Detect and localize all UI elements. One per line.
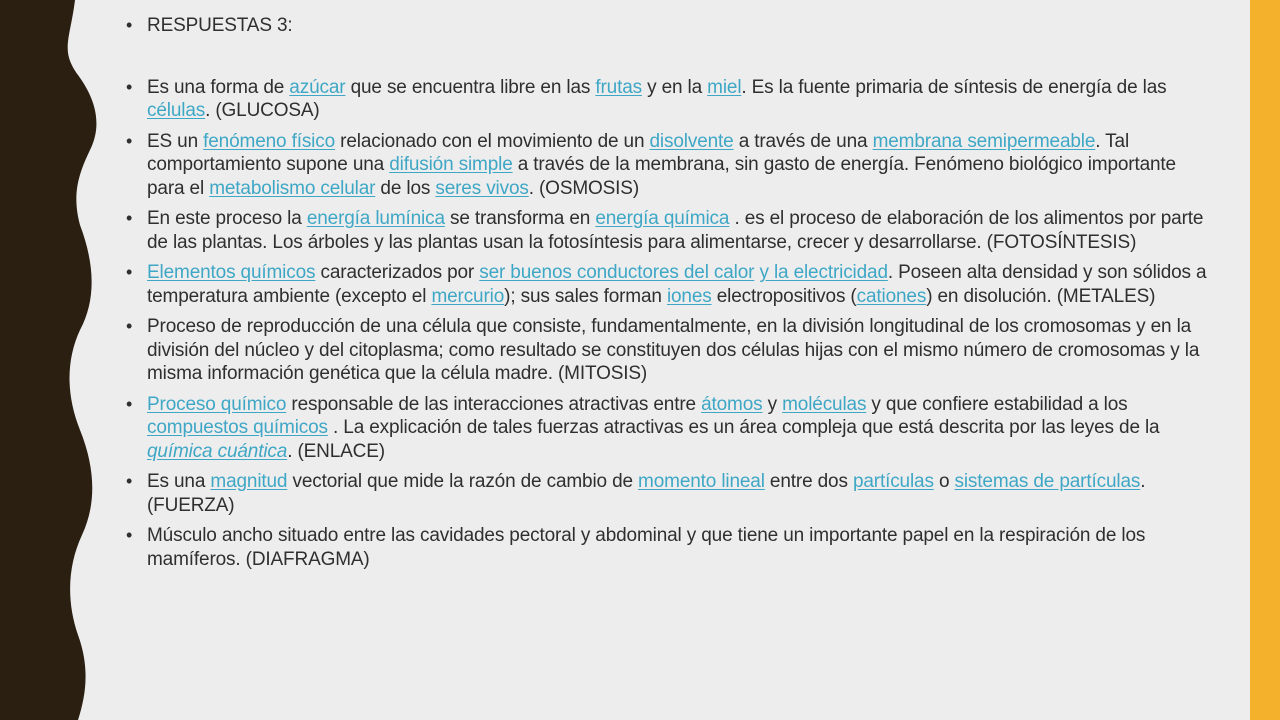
answer-text: . es el proceso de elaboración de los alimentos por parte de las plantas. Los árboles y las plantas usan la fotosíntesis para alimentarse, crecer y desarrollarse. (FOTOSÍNTESIS) — [147, 208, 1204, 253]
hyperlink[interactable]: Proceso químico — [147, 393, 287, 415]
answer-text: a través de la membrana, sin gasto de energía. Fenómeno biológico importante para el — [147, 154, 1176, 199]
hyperlink[interactable]: moléculas — [782, 393, 867, 415]
hyperlink[interactable]: química cuántica — [147, 440, 288, 462]
hyperlink[interactable]: átomos — [701, 393, 763, 415]
wave-band-path — [0, 0, 96, 720]
answer-text: responsable de las interacciones atractivas entre — [286, 393, 702, 415]
hyperlink[interactable]: frutas — [595, 76, 642, 98]
answer-item — [125, 315, 1213, 386]
hyperlink[interactable]: momento lineal — [638, 471, 765, 492]
answer-item — [125, 393, 1213, 464]
answer-item — [125, 130, 1213, 201]
hyperlink[interactable]: fenómeno físico — [203, 130, 336, 152]
answer-text: y — [762, 393, 783, 415]
answer-text: Músculo ancho situado entre las cavidades pectoral y abdominal y que tiene un importante papel en la respiración de los mamíferos. (DIAFRAGMA) — [147, 525, 1146, 570]
answer-text: de los — [375, 177, 436, 199]
hyperlink[interactable]: miel — [707, 76, 742, 98]
answer-text: . (GLUCOSA) — [205, 100, 320, 121]
answer-text: ); sus sales forman — [504, 285, 667, 307]
answer-text: Proceso de reproducción de una célula que consiste, fundamentalmente, en la división longitudinal de los cromosomas y en la división del núcleo y del citoplasma; como resultado se constituyen dos células hijas con el mismo número de cromosomas y la misma información genética que la célula madre. (MITOSIS) — [147, 316, 1200, 384]
answer-text: y que confiere estabilidad a los — [866, 393, 1128, 415]
answer-item — [125, 207, 1213, 254]
hyperlink[interactable]: y la electricidad — [759, 262, 888, 283]
hyperlink[interactable]: membrana semipermeable — [872, 130, 1096, 152]
answer-text: . (OSMOSIS) — [528, 177, 639, 199]
answer-item — [125, 261, 1213, 308]
hyperlink[interactable]: ser buenos conductores del calor — [479, 262, 755, 283]
slide-content — [125, 14, 1213, 578]
hyperlink[interactable]: mercurio — [431, 285, 505, 307]
hyperlink[interactable]: células — [147, 100, 206, 121]
answer-list — [125, 14, 1213, 571]
hyperlink[interactable]: compuestos químicos — [147, 417, 328, 438]
hyperlink[interactable]: metabolismo celular — [209, 177, 376, 199]
accent-bar — [1250, 0, 1280, 720]
answer-text: o — [933, 471, 955, 492]
answer-text: . (FUERZA) — [147, 471, 1146, 516]
answer-text: y en la — [641, 76, 708, 98]
answer-text: . (ENLACE) — [287, 440, 385, 462]
hyperlink[interactable]: Elementos químicos — [147, 262, 316, 283]
answer-item — [125, 470, 1213, 517]
hyperlink[interactable]: disolvente — [649, 130, 734, 152]
hyperlink[interactable]: energía química — [595, 208, 730, 229]
hyperlink[interactable]: energía lumínica — [306, 208, 445, 229]
hyperlink[interactable]: difusión simple — [389, 154, 513, 175]
hyperlink[interactable]: partículas — [852, 471, 934, 492]
answer-text: En este proceso la — [147, 208, 307, 229]
answer-text: ES un — [147, 130, 204, 152]
answer-text: entre dos — [764, 471, 853, 492]
answer-text: vectorial que mide la razón de cambio de — [287, 471, 639, 492]
answer-text: a través de una — [733, 130, 873, 152]
slide-title: • RESPUESTAS 3: — [125, 14, 1213, 38]
answer-text: . Poseen alta densidad y son sólidos a temperatura ambiente (excepto el — [147, 262, 1207, 307]
hyperlink[interactable]: iones — [666, 285, 712, 307]
answer-text: . La explicación de tales fuerzas atractivas es un área compleja que está descrita por las leyes de la — [327, 417, 1160, 438]
hyperlink[interactable]: seres vivos — [435, 177, 529, 199]
answer-text: . Tal comportamiento supone una — [147, 130, 1130, 175]
answer-item — [125, 76, 1213, 123]
answer-text: Es una — [147, 471, 211, 492]
hyperlink[interactable]: magnitud — [210, 471, 288, 492]
answer-item — [125, 524, 1213, 571]
answer-text: ) en disolución. (METALES) — [926, 285, 1156, 307]
hyperlink[interactable]: azúcar — [289, 76, 346, 98]
answer-text: relacionado con el movimiento de un — [335, 130, 650, 152]
answer-text: . Es la fuente primaria de síntesis de energía de las — [741, 76, 1167, 98]
answer-text: que se encuentra libre en las — [345, 76, 596, 98]
answer-text: caracterizados por — [315, 262, 480, 283]
hyperlink[interactable]: cationes — [856, 285, 927, 307]
answer-text: se transforma en — [444, 208, 596, 229]
answer-text: Es una forma de — [147, 76, 290, 98]
answer-text: electropositivos ( — [711, 285, 857, 307]
hyperlink[interactable]: sistemas de partículas — [954, 471, 1141, 492]
